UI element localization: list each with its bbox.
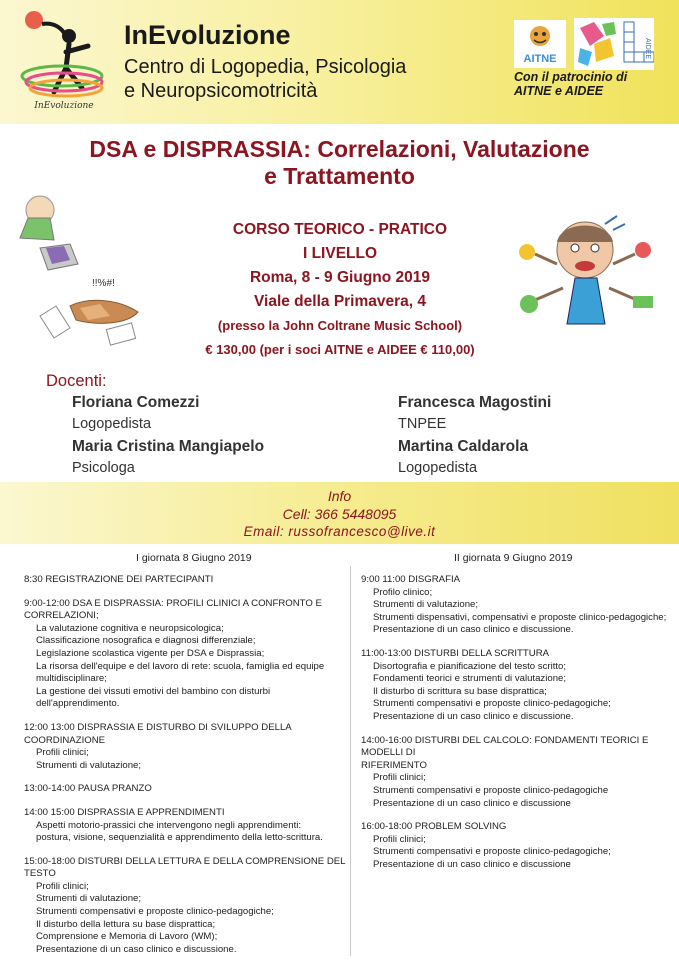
program-section: 13:00-14:00 PAUSA PRANZO: [24, 783, 152, 795]
day1-program: [24, 574, 346, 967]
docente-role: Psicologa: [72, 460, 135, 476]
info-email[interactable]: Email: russofrancesco@live.it: [243, 524, 436, 539]
svg-text:AITNE: AITNE: [523, 53, 557, 65]
program-section: 11:00-13:00 DISTURBI DELLA SCRITTURA Disortografia e pianificazione del testo scritto; Fondamenti teorici e strumenti di valutazione; Il disturbo di scrittura su base disprattica; Strumenti compensativi e proposte clinico-pedagogiche; Presentazione di un caso clinico e discussione.: [361, 647, 611, 722]
course-level: I LIVELLO: [302, 245, 378, 262]
docente-name: Francesca Magostini: [398, 394, 552, 411]
day2-program: [361, 574, 667, 882]
program-section: 9:00 11:00 DISGRAFIA Profilo clinico; Strumenti di valutazione; Strumenti dispensativi, compensativi e proposte clinico-pedagogiche; Presentazione di un caso clinico e discussione.: [361, 574, 667, 636]
aidee-logo: [574, 18, 654, 70]
patronage-text: Con il patrocinio di AITNE e AIDEE: [514, 70, 628, 98]
course-title: DSA e DISPRASSIA: Correlazioni, Valutazione e Trattamento: [89, 136, 590, 189]
info-label: Info: [327, 488, 352, 504]
docente-name: Maria Cristina Mangiapelo: [72, 438, 265, 455]
docente-role: Logopedista: [398, 460, 478, 476]
course-address: Viale della Primavera, 4: [253, 293, 427, 310]
course-details: [150, 218, 530, 362]
svg-text:!!%#!: !!%#!: [92, 278, 115, 289]
day2-heading: II giornata 9 Giugno 2019: [454, 552, 573, 564]
program-section: 14:00 15:00 DISPRASSIA E APPRENDIMENTI Aspetti motorio-prassici che intervengono negli apprendimenti: postura, visione, sequenzialità e apprendimento della letto-scrittura.: [24, 806, 323, 844]
docente-role: TNPEE: [398, 416, 447, 432]
org-subtitle-line2: e Neuropsicomotricità: [124, 80, 318, 102]
svg-text:AIDEE: AIDEE: [644, 38, 651, 60]
header-band: [0, 0, 679, 124]
docente-role: Logopedista: [72, 416, 152, 432]
org-name: InEvoluzione: [124, 20, 291, 50]
course-venue: (presso la John Coltrane Music School): [217, 318, 463, 333]
inevoluzione-logo: [14, 6, 114, 114]
program-section: 15:00-18:00 DISTURBI DELLA LETTURA E DELLA COMPRENSIONE DEL TESTO Profili clinici; Strumenti di valutazione; Strumenti compensativi e proposte clinico-pedagogiche; Il disturbo della lettura su base disprattica; Comprensione e Memoria di Lavoro (WM); Presentazione di un caso clinico e discussione.: [24, 855, 346, 955]
docente-name: Floriana Comezzi: [72, 394, 200, 411]
column-divider: [350, 566, 351, 956]
program-section: 14:00-16:00 DISTURBI DEL CALCOLO: FONDAMENTI TEORICI E MODELLI DI RIFERIMENTO Profili clinici; Strumenti compensativi e proposte clinico-pedagogiche Presentazione di un caso clinico e discussione: [361, 734, 649, 809]
course-type: CORSO TEORICO - PRATICO: [232, 221, 448, 238]
docente-name: Martina Caldarola: [398, 438, 529, 455]
svg-text:InEvoluzione: InEvoluzione: [34, 101, 94, 111]
program-section: 12:00 13:00 DISPRASSIA E DISTURBO DI SVILUPPO DELLA COORDINAZIONE Profili clinici; Strumenti di valutazione;: [24, 721, 292, 771]
info-cell[interactable]: Cell: 366 5448095: [282, 506, 397, 522]
info-band: [0, 482, 679, 544]
course-price: € 130,00 (per i soci AITNE e AIDEE € 110,00): [205, 342, 475, 357]
child-drawing-left: [10, 188, 170, 363]
org-subtitle-line1: Centro di Logopedia, Psicologia: [124, 56, 407, 78]
program-section: 9:00-12:00 DSA E DISPRASSIA: PROFILI CLINICI A CONFRONTO E CORRELAZIONI; La valutazione cognitiva e neuropsicologica; Classificazione nosografica e diagnosi differenziale; Legislazione scolastica vigente per DSA e Disprassia; La risorsa dell'equipe e del lavoro di rete: scuola, famiglia ed equipe multidisciplinare; La gestione dei vissuti emotivi del bambino con disturbi dell'apprendimento.: [24, 597, 325, 710]
course-dates: Roma, 8 - 9 Giugno 2019: [249, 269, 431, 286]
day1-heading: I giornata 8 Giugno 2019: [136, 552, 252, 564]
aitne-logo: [514, 20, 566, 68]
program-section: 8:30 REGISTRAZIONE DEI PARTECIPANTI: [24, 574, 214, 585]
program-section: 16:00-18:00 PROBLEM SOLVING Profili clinici; Strumenti compensativi e proposte clinico-pedagogiche; Presentazione di un caso clinico e discussione: [361, 821, 611, 870]
docenti-label: Docenti:: [46, 372, 107, 390]
